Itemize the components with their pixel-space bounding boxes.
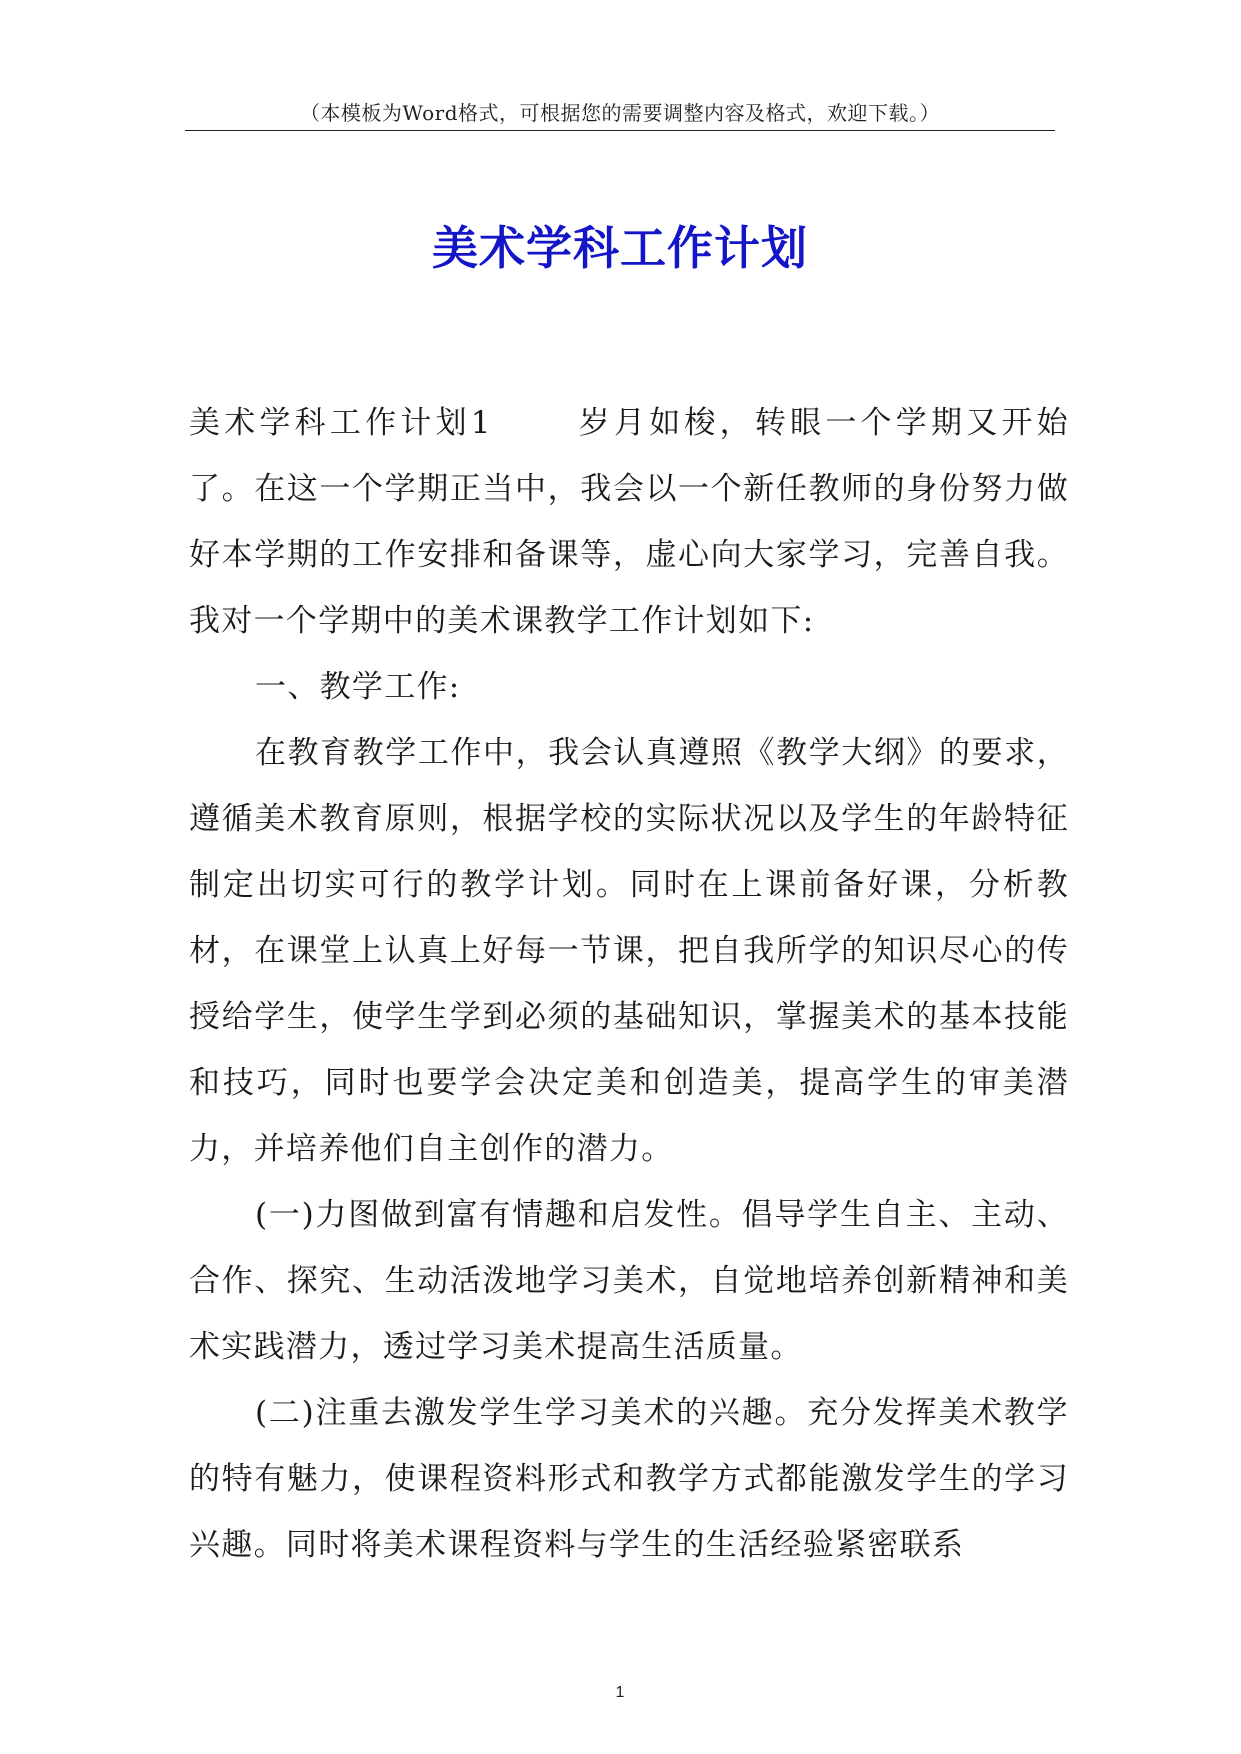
paragraph-item-two: (二)注重去激发学生学习美术的兴趣。充分发挥美术教学的特有魅力，使课程资料形式和教学方式都能激发学生的学习兴趣。同时将美术课程资料与学生的生活经验紧密联系 [189,1395,1069,1563]
section-heading-inline: 美术学科工作计划1 [189,405,492,441]
header-divider [185,130,1055,131]
paragraph-text: 岁月如梭，转眼一个学期又开始了。在这一个学期正当中，我会以一个新任教师的身份努力做好本学期的工作安排和备课等，虚心向大家学习，完善自我。我对一个学期中的美术课教学工作计划如下: [189,405,1069,639]
page-number: 1 [615,1684,625,1701]
paragraph-teaching-work: 在教育教学工作中，我会认真遵照《教学大纲》的要求，遵循美术教育原则，根据学校的实际状况以及学生的年龄特征制定出切实可行的教学计划。同时在上课前备好课，分析教材，在课堂上认真上好每一节课，把自我所学的知识尽心的传授给学生，使学生学到必须的基础知识，掌握美术的基本技能和技巧，同时也要学会决定美和创造美，提高学生的审美潜力，并培养他们自主创作的潜力。 [189,735,1069,1167]
paragraph-intro [189,390,1069,654]
document-title: 美术学科工作计划 [432,221,808,275]
paragraph-item-one: (一)力图做到富有情趣和启发性。倡导学生自主、主动、合作、探究、生动活泼地学习美术，自觉地培养创新精神和美术实践潜力，透过学习美术提高生活质量。 [189,1197,1069,1365]
document-body [189,390,1069,1578]
template-note: （本模板为Word格式，可根据您的需要调整内容及格式，欢迎下载。） [299,101,941,125]
paragraph-teaching-heading: 一、教学工作: [255,669,461,705]
